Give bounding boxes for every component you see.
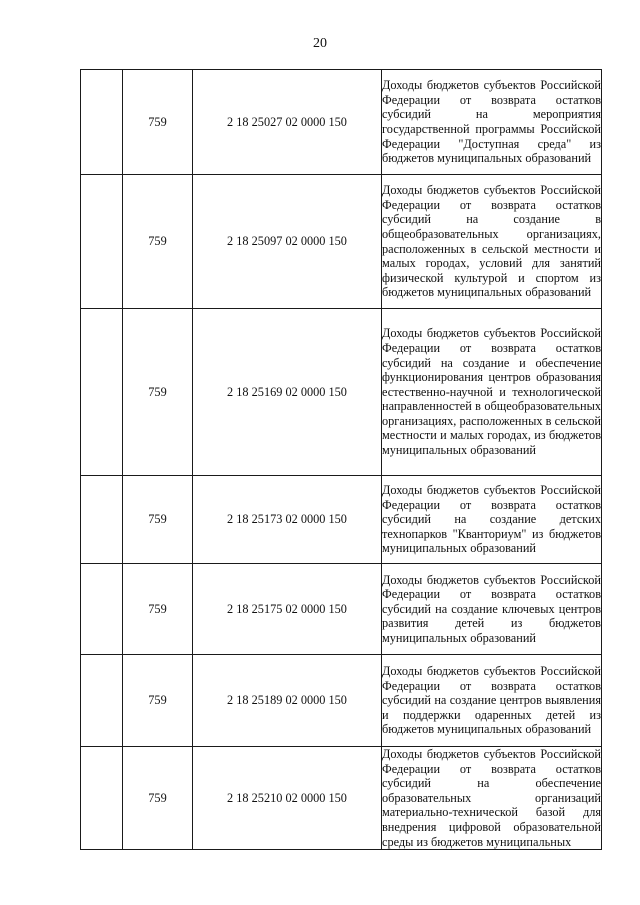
empty-cell [81, 309, 123, 476]
admin-code-cell: 759 [123, 564, 193, 655]
budget-code-cell: 2 18 25097 02 0000 150 [193, 175, 382, 309]
page-number: 20 [313, 36, 327, 51]
table-row [81, 655, 602, 747]
budget-code-cell: 2 18 25027 02 0000 150 [193, 70, 382, 175]
table-row [81, 564, 602, 655]
income-description-cell: Доходы бюджетов субъектов Российской Федерации от возврата остатков субсидий на мероприятия государственной программы Российской Федерации "Доступная среда" из бюджетов муниципальных образований [382, 70, 602, 175]
table-row [81, 70, 602, 175]
income-description-cell: Доходы бюджетов субъектов Российской Федерации от возврата остатков субсидий на создание детских технопарков "Кванториум" из бюджетов муниципальных образований [382, 476, 602, 564]
admin-code-cell: 759 [123, 747, 193, 850]
empty-cell [81, 747, 123, 850]
empty-cell [81, 70, 123, 175]
empty-cell [81, 655, 123, 747]
admin-code-cell: 759 [123, 309, 193, 476]
admin-code-cell: 759 [123, 175, 193, 309]
budget-code-cell: 2 18 25169 02 0000 150 [193, 309, 382, 476]
budget-income-table [80, 69, 602, 850]
income-description-cell: Доходы бюджетов субъектов Российской Федерации от возврата остатков субсидий на создание ключевых центров развития детей из бюджетов муниципальных образований [382, 564, 602, 655]
budget-code-cell: 2 18 25189 02 0000 150 [193, 655, 382, 747]
income-description-cell: Доходы бюджетов субъектов Российской Федерации от возврата остатков субсидий на создание в общеобразовательных организациях, расположенных в сельской местности и малых городах, условий для занятий физической культурой и спортом из бюджетов муниципальных образований [382, 175, 602, 309]
empty-cell [81, 476, 123, 564]
empty-cell [81, 564, 123, 655]
budget-code-cell: 2 18 25175 02 0000 150 [193, 564, 382, 655]
admin-code-cell: 759 [123, 655, 193, 747]
budget-code-cell: 2 18 25173 02 0000 150 [193, 476, 382, 564]
budget-code-cell: 2 18 25210 02 0000 150 [193, 747, 382, 850]
income-description-cell: Доходы бюджетов субъектов Российской Федерации от возврата остатков субсидий на обеспечение образовательных организаций материально-технической базой для внедрения цифровой образовательной среды из бюджетов муниципальных [382, 747, 601, 849]
admin-code-cell: 759 [123, 476, 193, 564]
admin-code-cell: 759 [123, 70, 193, 175]
table-row [81, 476, 602, 564]
empty-cell [81, 175, 123, 309]
income-description-cell: Доходы бюджетов субъектов Российской Федерации от возврата остатков субсидий на создание центров выявления и поддержки одаренных детей из бюджетов муниципальных образований [382, 655, 602, 747]
income-description-cell: Доходы бюджетов субъектов Российской Федерации от возврата остатков субсидий на создание и обеспечение функционирования центров образования естественно-научной и технологической направленностей в общеобразовательных организациях, расположенных в сельской местности и малых городах, из бюджетов муниципальных образований [382, 309, 602, 476]
table-row [81, 309, 602, 476]
table-row [81, 175, 602, 309]
table-row [81, 747, 602, 850]
